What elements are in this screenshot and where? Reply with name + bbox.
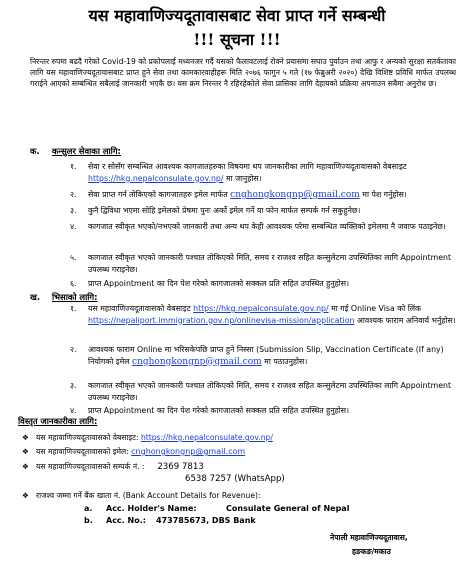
- item-number: ३.: [70, 206, 77, 215]
- phone-number-1: 2369 7813: [157, 462, 204, 472]
- section-kha-item-4: [70, 405, 456, 417]
- item-number: २.: [70, 190, 77, 199]
- section-ka-item-3: [70, 205, 456, 217]
- details-website-row: [22, 432, 452, 443]
- section-kha-item-2: [70, 344, 456, 380]
- item-text: कागजात स्वीकृत भएको/नभएको जानकारी तथा अन्य थप केही आवश्यक परेमा सम्बन्धित व्यक्तिको इमेलमा नै जवाफ पठाइनेछ।: [88, 222, 446, 231]
- item-text-post: आवश्यक फाराम अनिवार्य भर्नुहोस।: [356, 315, 456, 325]
- item-text-post: मा जानुहोस।: [225, 173, 262, 183]
- account-number-label: Acc. No.:: [106, 516, 146, 525]
- section-kha-heading: [30, 292, 98, 303]
- consulate-email-link[interactable]: cnghongkongnp@gmail.com: [132, 356, 262, 367]
- bullet-icon: ❖: [22, 462, 29, 471]
- notice-title: यस महावाणिज्यदूतावासबाट सेवा प्राप्त गर्ने सम्बन्धी: [88, 6, 386, 25]
- account-number-value: 473785673, DBS Bank: [156, 516, 256, 525]
- item-text: कागजात स्वीकृत भएको जानकारी पश्चात तोकिएको मिति, समय र राजश्व सहित कन्सुलेटमा उपस्थितिका लागि Appointment उपलब्ध गराइनेछ।: [88, 253, 452, 274]
- website-label: यस महावाणिज्यदूतावासको वेबसाइट:: [36, 433, 139, 442]
- signature-line-1: नेपाली महावाणिज्यदूतावास,: [330, 533, 408, 542]
- item-number: १.: [70, 162, 77, 171]
- item-text-post: मा पठाउनुहोस।: [264, 356, 308, 366]
- details-heading: विस्तृत जानकारीका लागि:: [18, 416, 98, 426]
- account-holder-row: [84, 503, 349, 514]
- item-number: ३.: [70, 381, 77, 390]
- account-number-key: b.: [84, 516, 93, 525]
- section-ka-item-5: [70, 252, 456, 276]
- item-text: प्राप्त Appointment का दिन पेश गरेको कागजातको सक्कल प्रति सहित उपस्थित हुनुहोस।: [88, 279, 350, 288]
- item-number: १.: [70, 304, 77, 313]
- details-bank-row: [22, 490, 452, 501]
- section-ka-item-2: [70, 189, 456, 202]
- section-kha-mark: ख.: [30, 292, 41, 302]
- phone-number-2: 6538 7257 (WhatsApp): [185, 474, 285, 484]
- online-visa-link[interactable]: https://nepaliport.immigration.gov.np/onlinevisa-mission/application: [88, 315, 355, 325]
- email-label: यस महावाणिज्यदूतावासको इमेल:: [36, 447, 129, 456]
- signature-line-2: हङकङ/मकाउ: [352, 547, 391, 556]
- bullet-icon: ❖: [22, 433, 29, 442]
- bullet-icon: ❖: [22, 491, 29, 500]
- notice-subtitle: !!! सूचना !!!: [193, 30, 281, 49]
- section-ka-item-4: [70, 221, 456, 245]
- item-number: २.: [70, 345, 77, 354]
- consulate-website-link[interactable]: https://hkg.nepalconsulate.gov.np/: [88, 173, 224, 183]
- section-ka-mark: क.: [30, 146, 40, 156]
- item-text: सेवा प्राप्त गर्न तोकिएको कागजातहरु इमेल मार्फत: [88, 190, 228, 199]
- intro-paragraph: निरन्तर रुपमा बढदै गरेको Covid-19 को प्रकोपलाई मध्यनजर गर्दै यसको फैलावटलाई रोक्ने प्रयासमा सघाउ पुर्याउन तथा आफु र अन्यको सुरक्षा सतर्कताका लागि यस महावाणिज्यदूतावासबाट प्राप्त हुने सेवा तथा कामकारवाहीहरू मिति २०७६ फागुन ५ गते (१७ फेब्रुअरी २०२०) देखि विशिष्ट प्रविधि मार्फत उपलब्ध गराईने आएको सम्बन्धित सबैलाई जानकारी भएकै छ। यस क्रम निरन्तर नै रहिरहेकोले सेवा प्रासिका लागि देहायको प्रक्रिया अपनाउन सबैमा अनुरोध छ।: [30, 57, 456, 88]
- item-text-mid: मा गई Online Visa को लिंक: [331, 304, 421, 313]
- account-holder-label: Acc. Holder's Name:: [106, 504, 197, 513]
- item-text: सेवा र सोसँग सम्बन्धित आवश्यक कागजातहरुका विषयमा थप जानकारीका लागि महावाणिज्यदूतावासको वेबसाइट: [88, 162, 407, 171]
- section-ka-item-6: [70, 278, 456, 290]
- phone-label: यस महावाणिज्यदूतावासको सम्पर्क नं. :: [36, 462, 145, 471]
- bullet-icon: ❖: [22, 447, 29, 456]
- consulate-email-link[interactable]: cnghongkongnp@gmail.com: [230, 190, 360, 200]
- account-holder-key: a.: [84, 504, 93, 513]
- item-text: कागजात स्वीकृत भएको जानकारी पश्चात तोकिएको मिति, समय र राजश्व सहित कन्सुलेटमा उपस्थितिका लागि Appointment उपलब्ध गराइनेछ।: [88, 381, 452, 402]
- item-text: आवश्यक फाराम Online मा भरिसकेपछि प्राप्त हुने निस्सा (Submission Slip, Vaccination Certificate (If any) नियोगको इमेल: [88, 345, 444, 366]
- item-text: यस महावाणिज्यदूतावासको वेबसाइट: [88, 304, 191, 313]
- item-number: ५.: [70, 253, 77, 262]
- consulate-email-link[interactable]: cnghongkongnp@gmail.com: [131, 447, 246, 456]
- consulate-website-link[interactable]: https://hkg.nepalconsulate.gov.np/: [193, 304, 329, 313]
- item-text-post: मा पेश गर्नुहोस।: [362, 190, 407, 199]
- consulate-website-link[interactable]: https://hkg.nepalconsulate.gov.np/: [140, 433, 273, 442]
- item-number: ६.: [70, 279, 77, 288]
- item-text: कुनै द्विविधा भएमा सोहि इमेलको प्रेषमा पुनः अर्को इमेल गर्ने या फोन मार्फत सम्पर्क गर्न सकुहुनेछ।: [88, 206, 361, 215]
- item-number: ४.: [70, 406, 77, 415]
- item-text: प्राप्त Appointment का दिन पेश गरेको कागजातको सक्कल प्रति सहित उपस्थित हुनुहोस।: [88, 406, 350, 415]
- bank-label: राजश्व जम्मा गर्ने बैंक खाता नं. (Bank Account Details for Revenue):: [36, 491, 261, 500]
- account-holder-value: Consulate General of Nepal: [226, 504, 350, 513]
- details-phone-row: [22, 461, 452, 472]
- section-kha-title: भिसाको लागि:: [52, 292, 98, 302]
- item-number: ४.: [70, 222, 77, 231]
- section-ka-item-1: [70, 161, 456, 185]
- section-ka-heading: [30, 146, 121, 157]
- section-kha-item-1: [70, 303, 456, 339]
- account-number-row: [84, 515, 256, 526]
- details-email-row: [22, 446, 452, 458]
- section-kha-item-3: [70, 380, 456, 404]
- section-ka-title: कन्सुलर सेवाका लागि:: [52, 146, 121, 156]
